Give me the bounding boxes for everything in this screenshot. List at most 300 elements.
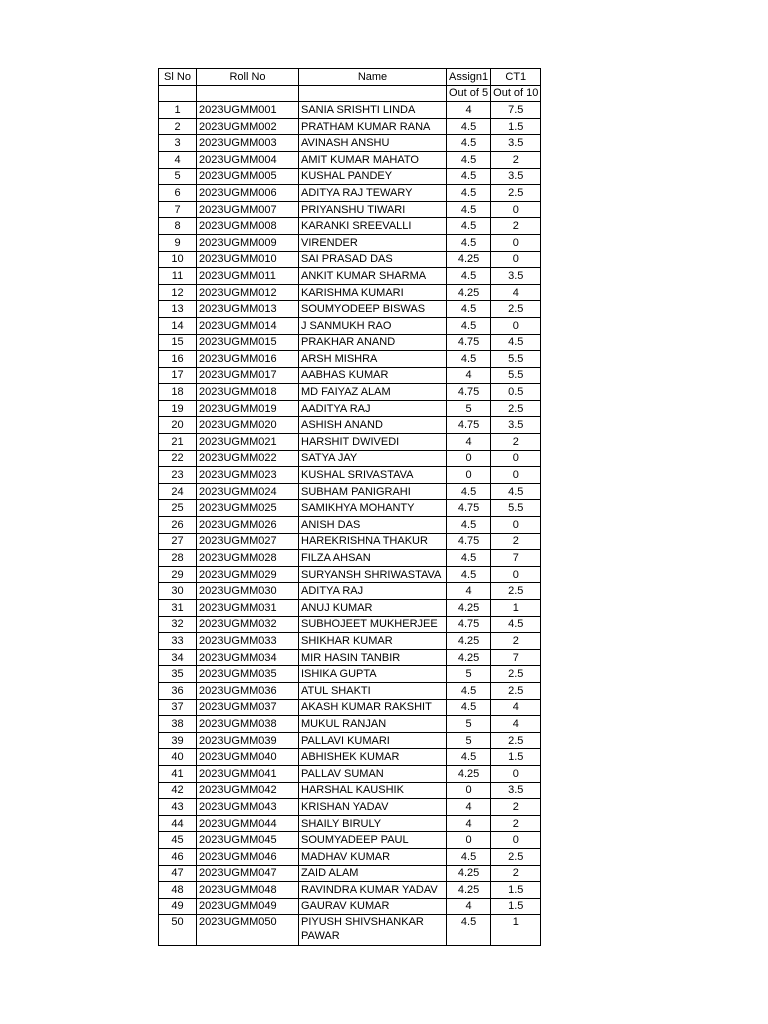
header-ct1: CT1 — [491, 69, 541, 86]
assign1-marks-cell: 4.75 — [447, 334, 491, 351]
table-row — [159, 334, 541, 351]
table-row — [159, 699, 541, 716]
ct1-marks-cell: 1.5 — [491, 882, 541, 899]
name-cell: HAREKRISHNA THAKUR — [299, 533, 447, 550]
assign1-marks-cell: 4.25 — [447, 765, 491, 782]
assign1-marks-cell: 0 — [447, 782, 491, 799]
sl-no-cell: 7 — [159, 201, 197, 218]
assign1-marks-cell: 4.25 — [447, 865, 491, 882]
ct1-marks-cell: 4.5 — [491, 616, 541, 633]
roll-no-cell: 2023UGMM026 — [197, 517, 299, 534]
assign1-marks-cell: 4.5 — [447, 699, 491, 716]
ct1-marks-cell: 2 — [491, 151, 541, 168]
roll-no-cell: 2023UGMM036 — [197, 682, 299, 699]
sl-no-cell: 41 — [159, 765, 197, 782]
assign1-marks-cell: 4 — [447, 898, 491, 915]
max-empty-roll — [197, 85, 299, 102]
table-row — [159, 218, 541, 235]
table-row — [159, 633, 541, 650]
sl-no-cell: 33 — [159, 633, 197, 650]
table-row — [159, 832, 541, 849]
name-cell: ATUL SHAKTI — [299, 682, 447, 699]
sl-no-cell: 20 — [159, 417, 197, 434]
assign1-marks-cell: 4.5 — [447, 268, 491, 285]
roll-no-cell: 2023UGMM031 — [197, 600, 299, 617]
sl-no-cell: 5 — [159, 168, 197, 185]
table-row — [159, 915, 541, 946]
header-roll-no: Roll No — [197, 69, 299, 86]
header-sl-no: Sl No — [159, 69, 197, 86]
name-cell: SHIKHAR KUMAR — [299, 633, 447, 650]
name-cell: GAURAV KUMAR — [299, 898, 447, 915]
roll-no-cell: 2023UGMM024 — [197, 483, 299, 500]
sl-no-cell: 17 — [159, 367, 197, 384]
table-row — [159, 882, 541, 899]
roll-no-cell: 2023UGMM001 — [197, 102, 299, 119]
ct1-marks-cell: 7 — [491, 649, 541, 666]
assign1-marks-cell: 4.5 — [447, 848, 491, 865]
header-name: Name — [299, 69, 447, 86]
sl-no-cell: 28 — [159, 550, 197, 567]
name-cell: ANKIT KUMAR SHARMA — [299, 268, 447, 285]
ct1-marks-cell: 4 — [491, 716, 541, 733]
name-cell: KUSHAL SRIVASTAVA — [299, 467, 447, 484]
roll-no-cell: 2023UGMM013 — [197, 301, 299, 318]
name-cell: HARSHAL KAUSHIK — [299, 782, 447, 799]
ct1-marks-cell: 2.5 — [491, 848, 541, 865]
name-cell: PRATHAM KUMAR RANA — [299, 118, 447, 135]
name-cell: AKASH KUMAR RAKSHIT — [299, 699, 447, 716]
assign1-marks-cell: 5 — [447, 732, 491, 749]
sl-no-cell: 13 — [159, 301, 197, 318]
ct1-marks-cell: 1 — [491, 915, 541, 946]
sl-no-cell: 26 — [159, 517, 197, 534]
sl-no-cell: 23 — [159, 467, 197, 484]
table-row — [159, 168, 541, 185]
roll-no-cell: 2023UGMM043 — [197, 799, 299, 816]
assign1-marks-cell: 4.25 — [447, 633, 491, 650]
assign1-marks-cell: 4.5 — [447, 915, 491, 946]
table-row — [159, 384, 541, 401]
ct1-marks-cell: 4 — [491, 699, 541, 716]
name-cell: SOUMYODEEP BISWAS — [299, 301, 447, 318]
name-cell: AVINASH ANSHU — [299, 135, 447, 152]
ct1-marks-cell: 5.5 — [491, 351, 541, 368]
table-row — [159, 533, 541, 550]
roll-no-cell: 2023UGMM015 — [197, 334, 299, 351]
name-cell: PIYUSH SHIVSHANKAR PAWAR — [299, 915, 447, 946]
table-row — [159, 284, 541, 301]
table-row — [159, 815, 541, 832]
table-row — [159, 483, 541, 500]
assign1-marks-cell: 0 — [447, 450, 491, 467]
sl-no-cell: 27 — [159, 533, 197, 550]
assign1-marks-cell: 4 — [447, 102, 491, 119]
table-header — [159, 69, 541, 102]
ct1-marks-cell: 0 — [491, 234, 541, 251]
roll-no-cell: 2023UGMM023 — [197, 467, 299, 484]
ct1-marks-cell: 2 — [491, 815, 541, 832]
marks-table — [158, 68, 541, 946]
roll-no-cell: 2023UGMM003 — [197, 135, 299, 152]
ct1-marks-cell: 2.5 — [491, 583, 541, 600]
assign1-marks-cell: 4.5 — [447, 550, 491, 567]
roll-no-cell: 2023UGMM009 — [197, 234, 299, 251]
ct1-marks-cell: 7 — [491, 550, 541, 567]
name-cell: PRIYANSHU TIWARI — [299, 201, 447, 218]
table-row — [159, 251, 541, 268]
header-row — [159, 69, 541, 86]
assign1-marks-cell: 4.25 — [447, 882, 491, 899]
name-cell: J SANMUKH RAO — [299, 317, 447, 334]
roll-no-cell: 2023UGMM032 — [197, 616, 299, 633]
roll-no-cell: 2023UGMM030 — [197, 583, 299, 600]
roll-no-cell: 2023UGMM039 — [197, 732, 299, 749]
roll-no-cell: 2023UGMM011 — [197, 268, 299, 285]
max-empty-sl — [159, 85, 197, 102]
roll-no-cell: 2023UGMM010 — [197, 251, 299, 268]
name-cell: AABHAS KUMAR — [299, 367, 447, 384]
ct1-marks-cell: 0 — [491, 450, 541, 467]
assign1-marks-cell: 4.5 — [447, 749, 491, 766]
name-cell: SHAILY BIRULY — [299, 815, 447, 832]
sl-no-cell: 14 — [159, 317, 197, 334]
assign1-marks-cell: 0 — [447, 467, 491, 484]
sl-no-cell: 18 — [159, 384, 197, 401]
ct1-marks-cell: 2.5 — [491, 400, 541, 417]
name-cell: AMIT KUMAR MAHATO — [299, 151, 447, 168]
assign1-marks-cell: 4.75 — [447, 616, 491, 633]
ct1-max-marks: Out of 10 — [491, 85, 541, 102]
sl-no-cell: 31 — [159, 600, 197, 617]
ct1-marks-cell: 2 — [491, 434, 541, 451]
sl-no-cell: 45 — [159, 832, 197, 849]
roll-no-cell: 2023UGMM044 — [197, 815, 299, 832]
sl-no-cell: 10 — [159, 251, 197, 268]
ct1-marks-cell: 0 — [491, 517, 541, 534]
ct1-marks-cell: 2.5 — [491, 666, 541, 683]
table-row — [159, 367, 541, 384]
sl-no-cell: 37 — [159, 699, 197, 716]
header-assign1: Assign1 — [447, 69, 491, 86]
table-row — [159, 782, 541, 799]
table-row — [159, 351, 541, 368]
name-cell: HARSHIT DWIVEDI — [299, 434, 447, 451]
table-row — [159, 517, 541, 534]
assign1-marks-cell: 4.25 — [447, 251, 491, 268]
ct1-marks-cell: 2 — [491, 533, 541, 550]
name-cell: KUSHAL PANDEY — [299, 168, 447, 185]
sl-no-cell: 36 — [159, 682, 197, 699]
ct1-marks-cell: 3.5 — [491, 417, 541, 434]
assign1-marks-cell: 4 — [447, 815, 491, 832]
ct1-marks-cell: 2 — [491, 633, 541, 650]
max-empty-name — [299, 85, 447, 102]
table-row — [159, 732, 541, 749]
roll-no-cell: 2023UGMM004 — [197, 151, 299, 168]
assign1-marks-cell: 0 — [447, 832, 491, 849]
sl-no-cell: 46 — [159, 848, 197, 865]
table-row — [159, 666, 541, 683]
sl-no-cell: 43 — [159, 799, 197, 816]
name-cell: SOUMYADEEP PAUL — [299, 832, 447, 849]
ct1-marks-cell: 2.5 — [491, 185, 541, 202]
roll-no-cell: 2023UGMM033 — [197, 633, 299, 650]
roll-no-cell: 2023UGMM002 — [197, 118, 299, 135]
table-row — [159, 467, 541, 484]
name-cell: SAMIKHYA MOHANTY — [299, 500, 447, 517]
table-row — [159, 400, 541, 417]
marks-sheet — [158, 68, 541, 946]
assign1-marks-cell: 4.75 — [447, 533, 491, 550]
table-row — [159, 500, 541, 517]
sl-no-cell: 29 — [159, 566, 197, 583]
ct1-marks-cell: 1.5 — [491, 749, 541, 766]
table-row — [159, 185, 541, 202]
table-row — [159, 583, 541, 600]
sl-no-cell: 40 — [159, 749, 197, 766]
assign1-marks-cell: 4.5 — [447, 185, 491, 202]
roll-no-cell: 2023UGMM020 — [197, 417, 299, 434]
roll-no-cell: 2023UGMM019 — [197, 400, 299, 417]
roll-no-cell: 2023UGMM016 — [197, 351, 299, 368]
assign1-marks-cell: 4.25 — [447, 600, 491, 617]
name-cell: ADITYA RAJ TEWARY — [299, 185, 447, 202]
name-cell: ADITYA RAJ — [299, 583, 447, 600]
sl-no-cell: 24 — [159, 483, 197, 500]
name-cell: ZAID ALAM — [299, 865, 447, 882]
name-cell: SUBHOJEET MUKHERJEE — [299, 616, 447, 633]
assign1-marks-cell: 4.5 — [447, 168, 491, 185]
name-cell: MIR HASIN TANBIR — [299, 649, 447, 666]
sl-no-cell: 34 — [159, 649, 197, 666]
roll-no-cell: 2023UGMM017 — [197, 367, 299, 384]
sl-no-cell: 35 — [159, 666, 197, 683]
name-cell: PALLAV SUMAN — [299, 765, 447, 782]
assign1-marks-cell: 4 — [447, 434, 491, 451]
assign1-marks-cell: 4.5 — [447, 301, 491, 318]
ct1-marks-cell: 7.5 — [491, 102, 541, 119]
table-row — [159, 301, 541, 318]
name-cell: PALLAVI KUMARI — [299, 732, 447, 749]
assign1-max-marks: Out of 5 — [447, 85, 491, 102]
name-cell: KRISHAN YADAV — [299, 799, 447, 816]
roll-no-cell: 2023UGMM018 — [197, 384, 299, 401]
sl-no-cell: 48 — [159, 882, 197, 899]
table-body — [159, 102, 541, 946]
assign1-marks-cell: 4.5 — [447, 135, 491, 152]
sl-no-cell: 4 — [159, 151, 197, 168]
roll-no-cell: 2023UGMM046 — [197, 848, 299, 865]
roll-no-cell: 2023UGMM029 — [197, 566, 299, 583]
name-cell: SUBHAM PANIGRAHI — [299, 483, 447, 500]
assign1-marks-cell: 5 — [447, 666, 491, 683]
ct1-marks-cell: 1.5 — [491, 118, 541, 135]
ct1-marks-cell: 0 — [491, 566, 541, 583]
sl-no-cell: 25 — [159, 500, 197, 517]
ct1-marks-cell: 0 — [491, 467, 541, 484]
table-row — [159, 765, 541, 782]
roll-no-cell: 2023UGMM025 — [197, 500, 299, 517]
ct1-marks-cell: 2 — [491, 865, 541, 882]
sl-no-cell: 15 — [159, 334, 197, 351]
ct1-marks-cell: 3.5 — [491, 168, 541, 185]
sl-no-cell: 42 — [159, 782, 197, 799]
roll-no-cell: 2023UGMM048 — [197, 882, 299, 899]
sl-no-cell: 21 — [159, 434, 197, 451]
roll-no-cell: 2023UGMM035 — [197, 666, 299, 683]
ct1-marks-cell: 0 — [491, 765, 541, 782]
name-cell: AADITYA RAJ — [299, 400, 447, 417]
sl-no-cell: 50 — [159, 915, 197, 946]
assign1-marks-cell: 4.25 — [447, 649, 491, 666]
roll-no-cell: 2023UGMM022 — [197, 450, 299, 467]
ct1-marks-cell: 1 — [491, 600, 541, 617]
sl-no-cell: 12 — [159, 284, 197, 301]
ct1-marks-cell: 2.5 — [491, 682, 541, 699]
table-row — [159, 417, 541, 434]
ct1-marks-cell: 3.5 — [491, 782, 541, 799]
name-cell: ANUJ KUMAR — [299, 600, 447, 617]
table-row — [159, 550, 541, 567]
table-row — [159, 616, 541, 633]
assign1-marks-cell: 4.5 — [447, 218, 491, 235]
assign1-marks-cell: 4.5 — [447, 517, 491, 534]
name-cell: KARISHMA KUMARI — [299, 284, 447, 301]
roll-no-cell: 2023UGMM007 — [197, 201, 299, 218]
sl-no-cell: 32 — [159, 616, 197, 633]
name-cell: PRAKHAR ANAND — [299, 334, 447, 351]
assign1-marks-cell: 5 — [447, 716, 491, 733]
roll-no-cell: 2023UGMM042 — [197, 782, 299, 799]
roll-no-cell: 2023UGMM028 — [197, 550, 299, 567]
ct1-marks-cell: 1.5 — [491, 898, 541, 915]
sl-no-cell: 22 — [159, 450, 197, 467]
roll-no-cell: 2023UGMM027 — [197, 533, 299, 550]
sl-no-cell: 19 — [159, 400, 197, 417]
table-row — [159, 799, 541, 816]
name-cell: SATYA JAY — [299, 450, 447, 467]
ct1-marks-cell: 2 — [491, 218, 541, 235]
ct1-marks-cell: 0 — [491, 201, 541, 218]
roll-no-cell: 2023UGMM021 — [197, 434, 299, 451]
table-row — [159, 118, 541, 135]
roll-no-cell: 2023UGMM012 — [197, 284, 299, 301]
table-row — [159, 898, 541, 915]
ct1-marks-cell: 2.5 — [491, 301, 541, 318]
assign1-marks-cell: 4.5 — [447, 351, 491, 368]
assign1-marks-cell: 4.5 — [447, 682, 491, 699]
assign1-marks-cell: 4.5 — [447, 483, 491, 500]
name-cell: KARANKI SREEVALLI — [299, 218, 447, 235]
sl-no-cell: 9 — [159, 234, 197, 251]
roll-no-cell: 2023UGMM008 — [197, 218, 299, 235]
table-row — [159, 268, 541, 285]
name-cell: MUKUL RANJAN — [299, 716, 447, 733]
assign1-marks-cell: 4.5 — [447, 234, 491, 251]
table-row — [159, 716, 541, 733]
ct1-marks-cell: 4.5 — [491, 483, 541, 500]
table-row — [159, 317, 541, 334]
table-row — [159, 749, 541, 766]
roll-no-cell: 2023UGMM045 — [197, 832, 299, 849]
assign1-marks-cell: 4.75 — [447, 384, 491, 401]
assign1-marks-cell: 4.5 — [447, 317, 491, 334]
table-row — [159, 682, 541, 699]
assign1-marks-cell: 4.25 — [447, 284, 491, 301]
roll-no-cell: 2023UGMM034 — [197, 649, 299, 666]
sl-no-cell: 30 — [159, 583, 197, 600]
table-row — [159, 102, 541, 119]
name-cell: RAVINDRA KUMAR YADAV — [299, 882, 447, 899]
sl-no-cell: 11 — [159, 268, 197, 285]
roll-no-cell: 2023UGMM006 — [197, 185, 299, 202]
name-cell: MD FAIYAZ ALAM — [299, 384, 447, 401]
name-cell: ANISH DAS — [299, 517, 447, 534]
roll-no-cell: 2023UGMM049 — [197, 898, 299, 915]
roll-no-cell: 2023UGMM005 — [197, 168, 299, 185]
assign1-marks-cell: 5 — [447, 400, 491, 417]
sl-no-cell: 1 — [159, 102, 197, 119]
name-cell: ARSH MISHRA — [299, 351, 447, 368]
roll-no-cell: 2023UGMM040 — [197, 749, 299, 766]
table-row — [159, 649, 541, 666]
ct1-marks-cell: 5.5 — [491, 367, 541, 384]
assign1-marks-cell: 4 — [447, 583, 491, 600]
name-cell: ASHISH ANAND — [299, 417, 447, 434]
assign1-marks-cell: 4.5 — [447, 201, 491, 218]
name-cell: SANIA SRISHTI LINDA — [299, 102, 447, 119]
ct1-marks-cell: 2.5 — [491, 732, 541, 749]
sl-no-cell: 6 — [159, 185, 197, 202]
roll-no-cell: 2023UGMM041 — [197, 765, 299, 782]
ct1-marks-cell: 5.5 — [491, 500, 541, 517]
table-row — [159, 201, 541, 218]
table-row — [159, 234, 541, 251]
ct1-marks-cell: 4 — [491, 284, 541, 301]
sl-no-cell: 49 — [159, 898, 197, 915]
name-cell: SAI PRASAD DAS — [299, 251, 447, 268]
name-cell: ABHISHEK KUMAR — [299, 749, 447, 766]
ct1-marks-cell: 4.5 — [491, 334, 541, 351]
table-row — [159, 135, 541, 152]
name-cell: FILZA AHSAN — [299, 550, 447, 567]
ct1-marks-cell: 0 — [491, 832, 541, 849]
ct1-marks-cell: 3.5 — [491, 135, 541, 152]
sl-no-cell: 16 — [159, 351, 197, 368]
sl-no-cell: 3 — [159, 135, 197, 152]
name-cell: MADHAV KUMAR — [299, 848, 447, 865]
name-cell: VIRENDER — [299, 234, 447, 251]
sl-no-cell: 2 — [159, 118, 197, 135]
assign1-marks-cell: 4.75 — [447, 500, 491, 517]
ct1-marks-cell: 3.5 — [491, 268, 541, 285]
table-row — [159, 151, 541, 168]
assign1-marks-cell: 4 — [447, 367, 491, 384]
roll-no-cell: 2023UGMM037 — [197, 699, 299, 716]
sl-no-cell: 8 — [159, 218, 197, 235]
table-row — [159, 600, 541, 617]
roll-no-cell: 2023UGMM047 — [197, 865, 299, 882]
table-row — [159, 434, 541, 451]
ct1-marks-cell: 2 — [491, 799, 541, 816]
table-row — [159, 865, 541, 882]
ct1-marks-cell: 0 — [491, 251, 541, 268]
sl-no-cell: 39 — [159, 732, 197, 749]
assign1-marks-cell: 4 — [447, 799, 491, 816]
table-row — [159, 450, 541, 467]
ct1-marks-cell: 0.5 — [491, 384, 541, 401]
